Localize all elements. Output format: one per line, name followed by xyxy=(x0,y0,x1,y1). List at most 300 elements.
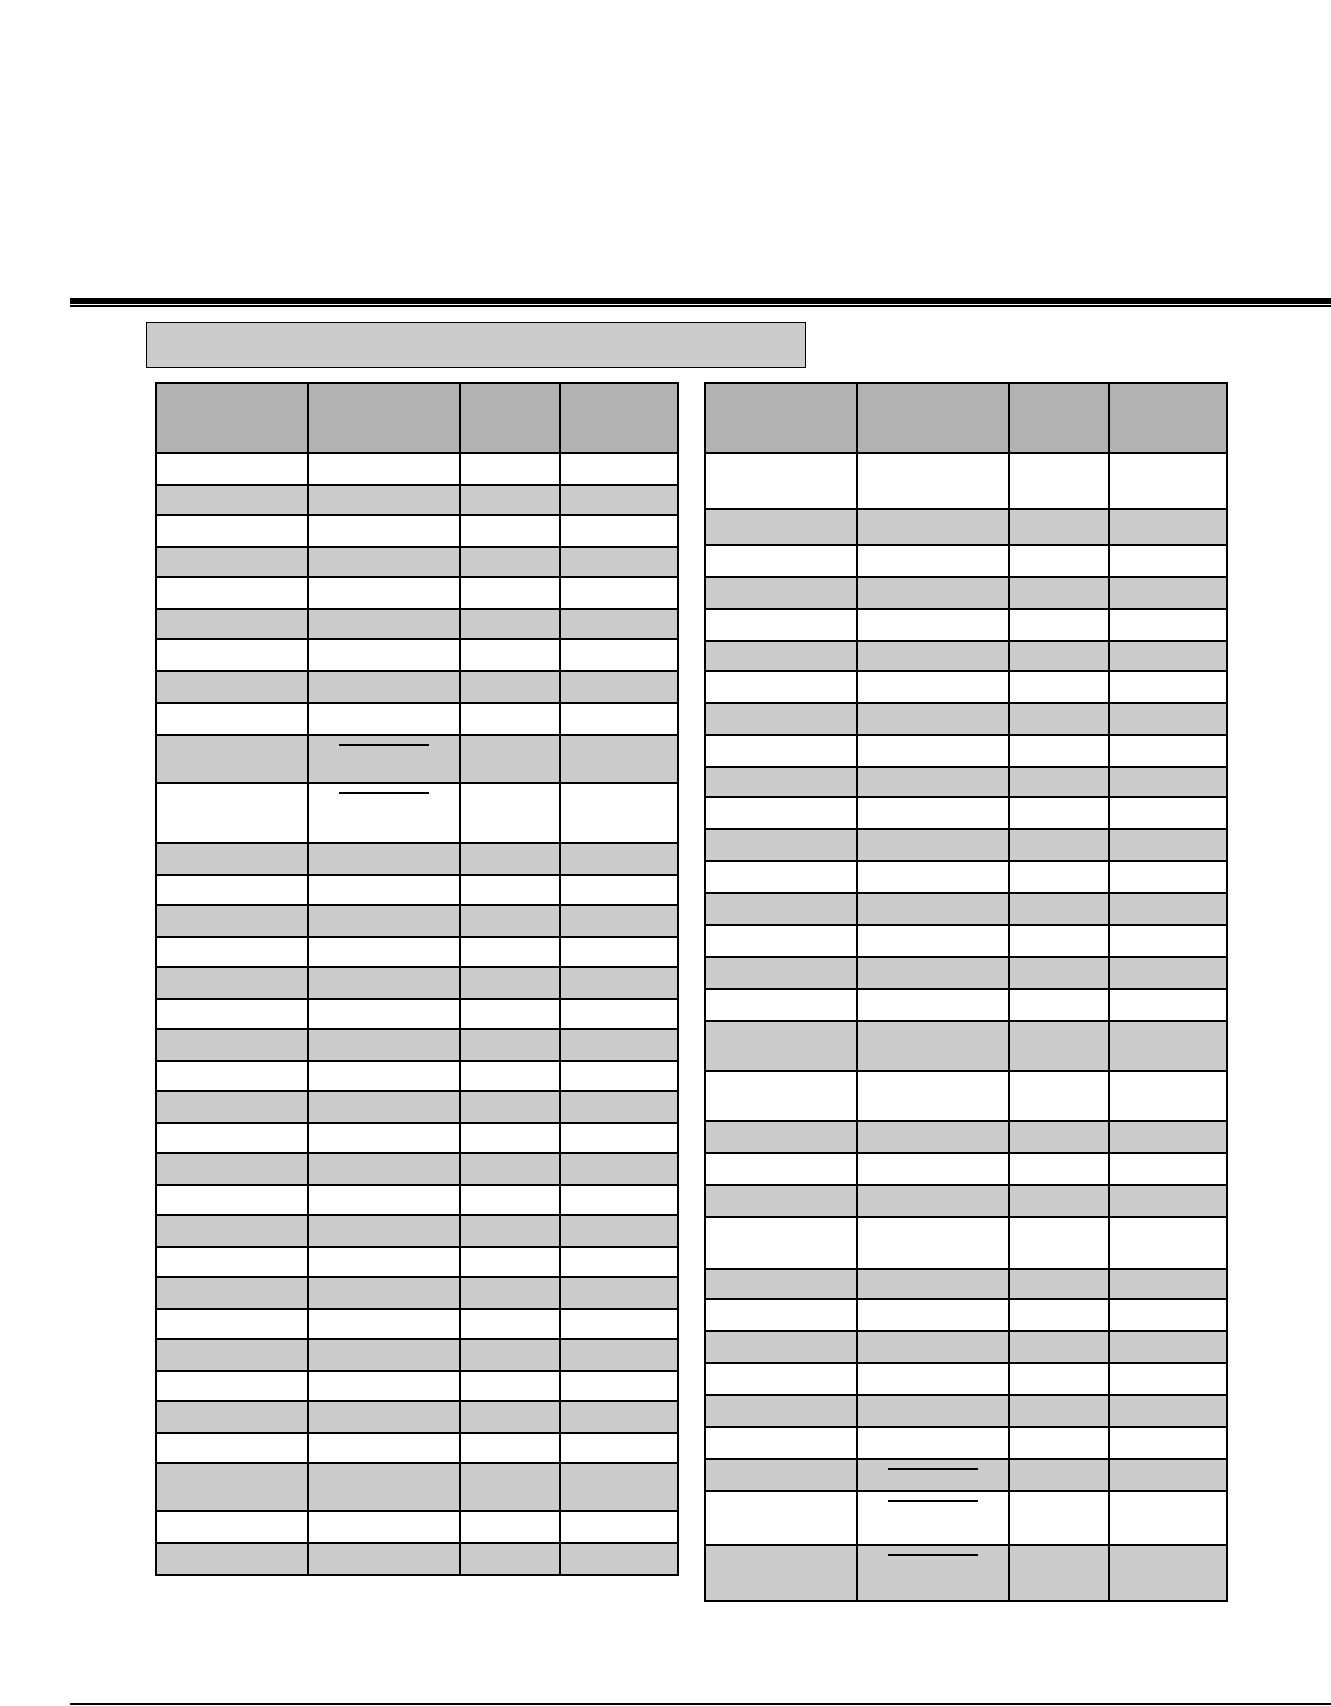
left-table-cell xyxy=(308,609,460,639)
right-table-row xyxy=(705,703,1227,735)
left-table-cell xyxy=(460,1277,560,1309)
right-table-cell xyxy=(857,829,1009,861)
right-table-cell xyxy=(857,893,1009,925)
right-table-cell xyxy=(705,1395,857,1427)
left-table-cell xyxy=(460,1463,560,1511)
right-table-cell xyxy=(1009,1331,1109,1363)
left-table-cell xyxy=(156,1463,308,1511)
left-table-cell xyxy=(560,1061,678,1091)
left-table-row xyxy=(156,1511,678,1543)
right-table-cell xyxy=(1009,829,1109,861)
right-table-cell xyxy=(857,735,1009,767)
right-table-cell xyxy=(857,1331,1009,1363)
left-table-row xyxy=(156,783,678,843)
right-table-cell xyxy=(1109,1491,1227,1545)
right-table-row xyxy=(705,453,1227,509)
left-table-cell xyxy=(460,967,560,999)
right-table-cell xyxy=(1109,577,1227,609)
right-table-row xyxy=(705,989,1227,1021)
right-table-cell xyxy=(705,577,857,609)
right-table-row xyxy=(705,1021,1227,1071)
right-table-row xyxy=(705,641,1227,671)
left-table-cell xyxy=(560,905,678,937)
left-table-cell xyxy=(460,1543,560,1575)
left-table-cell xyxy=(560,1543,678,1575)
right-table-row xyxy=(705,1545,1227,1601)
left-table-row xyxy=(156,1247,678,1277)
right-table-cell xyxy=(705,1021,857,1071)
right-table-cell xyxy=(1009,577,1109,609)
left-table-cell xyxy=(156,1185,308,1215)
left-table-row xyxy=(156,1401,678,1433)
right-table-cell xyxy=(1009,509,1109,545)
right-table-cell xyxy=(1009,609,1109,641)
left-table-cell xyxy=(460,1185,560,1215)
left-table-cell xyxy=(156,1153,308,1185)
left-table-row xyxy=(156,999,678,1029)
right-table-row xyxy=(705,1427,1227,1459)
left-table-cell xyxy=(308,671,460,703)
left-table-cell xyxy=(156,875,308,905)
left-table-row xyxy=(156,1091,678,1123)
right-header-cell xyxy=(705,383,857,453)
right-table-cell xyxy=(857,671,1009,703)
right-table-cell xyxy=(857,1121,1009,1153)
left-table-body xyxy=(156,453,678,1575)
right-table-cell xyxy=(705,545,857,577)
right-table-cell xyxy=(1109,453,1227,509)
left-table-row xyxy=(156,937,678,967)
right-table-cell xyxy=(1009,1459,1109,1491)
left-table-row xyxy=(156,1309,678,1339)
right-table-row xyxy=(705,1185,1227,1217)
left-table-cell xyxy=(460,577,560,609)
left-table-cell xyxy=(460,703,560,735)
right-table-row xyxy=(705,1331,1227,1363)
left-table-cell xyxy=(560,639,678,671)
left-table-cell xyxy=(560,1371,678,1401)
right-table-row xyxy=(705,797,1227,829)
left-table-cell xyxy=(460,1247,560,1277)
right-table-cell xyxy=(1109,1395,1227,1427)
left-table-cell xyxy=(156,1511,308,1543)
right-table-cell xyxy=(857,1299,1009,1331)
right-table-cell xyxy=(1009,1299,1109,1331)
left-table-row xyxy=(156,1029,678,1061)
right-table-cell xyxy=(1109,703,1227,735)
left-table-cell xyxy=(460,1215,560,1247)
left-table-cell xyxy=(560,937,678,967)
left-table-cell xyxy=(560,485,678,515)
right-table-cell xyxy=(1109,1121,1227,1153)
right-table-cell xyxy=(705,703,857,735)
right-table-cell xyxy=(705,1071,857,1121)
section-title-bar xyxy=(146,322,806,368)
left-table-cell xyxy=(560,1123,678,1153)
left-table-cell xyxy=(560,1185,678,1215)
right-table-cell xyxy=(1109,1071,1227,1121)
left-table-cell xyxy=(308,843,460,875)
left-table-cell xyxy=(460,639,560,671)
right-table-cell xyxy=(857,453,1009,509)
left-table-row xyxy=(156,1123,678,1153)
right-header-cell xyxy=(857,383,1009,453)
right-table-cell xyxy=(857,703,1009,735)
right-table-cell xyxy=(857,1395,1009,1427)
left-table-cell xyxy=(460,1309,560,1339)
left-table-cell xyxy=(308,1433,460,1463)
right-table-cell xyxy=(705,1545,857,1601)
left-table-cell xyxy=(156,1339,308,1371)
right-table-cell xyxy=(705,797,857,829)
right-table-row xyxy=(705,735,1227,767)
right-table-cell xyxy=(705,893,857,925)
left-table-cell xyxy=(560,999,678,1029)
left-table-cell xyxy=(156,783,308,843)
right-table-cell xyxy=(857,1459,1009,1491)
right-table-cell xyxy=(1009,1427,1109,1459)
right-table-cell xyxy=(705,1299,857,1331)
right-table-cell xyxy=(1109,1217,1227,1269)
right-table-row xyxy=(705,509,1227,545)
left-table-cell xyxy=(560,1091,678,1123)
left-table-cell xyxy=(308,1511,460,1543)
left-table-cell xyxy=(560,1463,678,1511)
left-table-cell xyxy=(156,905,308,937)
left-table-cell xyxy=(560,671,678,703)
left-header-cell xyxy=(156,383,308,453)
right-table-row xyxy=(705,1459,1227,1491)
left-table-cell xyxy=(308,639,460,671)
left-table-row xyxy=(156,1543,678,1575)
left-table-cell xyxy=(156,937,308,967)
left-table-cell xyxy=(308,703,460,735)
right-table-cell xyxy=(1009,703,1109,735)
right-table-cell xyxy=(1009,1269,1109,1299)
left-header-cell xyxy=(560,383,678,453)
left-table-cell xyxy=(308,1309,460,1339)
right-table-cell xyxy=(1109,797,1227,829)
left-table-cell xyxy=(308,1091,460,1123)
right-table-cell xyxy=(705,609,857,641)
left-header-cell xyxy=(308,383,460,453)
left-table-header-row xyxy=(156,383,678,453)
right-table-cell xyxy=(1009,1121,1109,1153)
right-table-cell xyxy=(1009,861,1109,893)
right-table-row xyxy=(705,1395,1227,1427)
right-table-cell xyxy=(705,1363,857,1395)
left-table-row xyxy=(156,1277,678,1309)
right-table-cell xyxy=(857,1217,1009,1269)
left-table-row xyxy=(156,905,678,937)
right-table-cell xyxy=(705,861,857,893)
footer-rule xyxy=(70,1703,1331,1705)
left-table-cell xyxy=(560,1153,678,1185)
cell-underline xyxy=(888,1554,978,1556)
right-table-cell xyxy=(705,767,857,797)
left-table-cell xyxy=(308,1401,460,1433)
right-table-cell xyxy=(857,1269,1009,1299)
right-table-row xyxy=(705,893,1227,925)
left-table-cell xyxy=(460,1029,560,1061)
left-table-row xyxy=(156,1433,678,1463)
right-table-cell xyxy=(1109,545,1227,577)
right-table-cell xyxy=(1109,1459,1227,1491)
right-table-row xyxy=(705,925,1227,957)
left-table-row xyxy=(156,875,678,905)
left-table-cell xyxy=(308,485,460,515)
right-table-cell xyxy=(705,957,857,989)
left-table-cell xyxy=(460,1091,560,1123)
right-table-row xyxy=(705,1491,1227,1545)
left-table-cell xyxy=(560,547,678,577)
left-table-cell xyxy=(156,843,308,875)
left-table-cell xyxy=(560,1215,678,1247)
right-table-cell xyxy=(705,989,857,1021)
left-table-row xyxy=(156,639,678,671)
left-table-cell xyxy=(156,485,308,515)
left-table-cell xyxy=(308,577,460,609)
left-table-cell xyxy=(460,671,560,703)
left-table-row xyxy=(156,577,678,609)
right-table-cell xyxy=(705,925,857,957)
left-table-row xyxy=(156,735,678,783)
left-table xyxy=(155,382,679,1576)
right-table-cell xyxy=(1009,1071,1109,1121)
right-table-cell xyxy=(1109,893,1227,925)
right-table-cell xyxy=(1109,1545,1227,1601)
right-table-header-row xyxy=(705,383,1227,453)
left-table-cell xyxy=(460,905,560,937)
right-table-row xyxy=(705,1121,1227,1153)
left-table-cell xyxy=(460,999,560,1029)
cell-underline xyxy=(888,1468,978,1470)
left-table-cell xyxy=(560,1433,678,1463)
right-table-cell xyxy=(857,957,1009,989)
left-table-cell xyxy=(460,1061,560,1091)
left-table-cell xyxy=(308,1371,460,1401)
right-table-row xyxy=(705,1071,1227,1121)
left-table-cell xyxy=(156,703,308,735)
right-table-cell xyxy=(705,1459,857,1491)
right-table-cell xyxy=(1109,829,1227,861)
right-table-row xyxy=(705,1269,1227,1299)
left-table-cell xyxy=(156,1091,308,1123)
left-table-row xyxy=(156,843,678,875)
left-table-row xyxy=(156,1463,678,1511)
right-table-cell xyxy=(1009,641,1109,671)
left-table-cell xyxy=(560,1247,678,1277)
left-table-row xyxy=(156,703,678,735)
right-table-cell xyxy=(1009,957,1109,989)
right-table-cell xyxy=(1109,641,1227,671)
right-table-cell xyxy=(1009,797,1109,829)
left-table-row xyxy=(156,1185,678,1215)
right-table-cell xyxy=(1109,1153,1227,1185)
right-table-cell xyxy=(857,545,1009,577)
right-table-cell xyxy=(1009,1545,1109,1601)
right-table-cell xyxy=(705,1185,857,1217)
left-table-cell xyxy=(460,843,560,875)
left-table-cell xyxy=(308,515,460,547)
left-table-row xyxy=(156,515,678,547)
left-table-cell xyxy=(308,547,460,577)
right-table-cell xyxy=(1009,545,1109,577)
right-table-cell xyxy=(1109,735,1227,767)
left-table-cell xyxy=(156,1215,308,1247)
left-table-cell xyxy=(460,547,560,577)
right-table-row xyxy=(705,1299,1227,1331)
right-header-cell xyxy=(1009,383,1109,453)
right-table-row xyxy=(705,1363,1227,1395)
right-table-cell xyxy=(1109,1363,1227,1395)
left-table-cell xyxy=(156,967,308,999)
left-table-cell xyxy=(460,1401,560,1433)
left-table-cell xyxy=(308,1247,460,1277)
left-table-cell xyxy=(560,735,678,783)
left-table-row xyxy=(156,1061,678,1091)
right-table-row xyxy=(705,829,1227,861)
right-table-cell xyxy=(857,767,1009,797)
right-table-row xyxy=(705,1153,1227,1185)
right-table-cell xyxy=(857,1363,1009,1395)
left-table-row xyxy=(156,1371,678,1401)
right-table-cell xyxy=(705,735,857,767)
right-table-cell xyxy=(705,641,857,671)
left-table-cell xyxy=(156,671,308,703)
left-table-cell xyxy=(560,515,678,547)
right-table-cell xyxy=(1109,1427,1227,1459)
left-table-cell xyxy=(308,453,460,485)
right-table-cell xyxy=(857,989,1009,1021)
right-table-cell xyxy=(857,797,1009,829)
left-table-cell xyxy=(560,703,678,735)
right-table-cell xyxy=(1009,1491,1109,1545)
right-table-cell xyxy=(705,509,857,545)
left-table-cell xyxy=(460,609,560,639)
left-table-cell xyxy=(156,999,308,1029)
right-table-cell xyxy=(1109,861,1227,893)
left-table-cell xyxy=(308,1277,460,1309)
right-table-cell xyxy=(1109,957,1227,989)
left-table-cell xyxy=(156,609,308,639)
left-table-cell xyxy=(156,515,308,547)
right-table-cell xyxy=(857,641,1009,671)
right-table-cell xyxy=(1009,1363,1109,1395)
left-table-cell xyxy=(156,547,308,577)
left-table-cell xyxy=(460,1339,560,1371)
left-table-cell xyxy=(308,1123,460,1153)
left-table-cell xyxy=(308,905,460,937)
right-table-cell xyxy=(705,829,857,861)
right-table-cell xyxy=(1109,925,1227,957)
left-table-row xyxy=(156,967,678,999)
left-table-cell xyxy=(560,1511,678,1543)
right-table-body xyxy=(705,453,1227,1601)
left-table-cell xyxy=(460,937,560,967)
left-table-cell xyxy=(460,783,560,843)
left-table-cell xyxy=(308,1339,460,1371)
section-title xyxy=(147,334,159,356)
right-table-cell xyxy=(1009,453,1109,509)
cell-underline xyxy=(888,1500,978,1502)
right-table-cell xyxy=(1009,1153,1109,1185)
left-table-cell xyxy=(560,577,678,609)
right-table-cell xyxy=(1109,1299,1227,1331)
right-table-cell xyxy=(1009,893,1109,925)
right-table-row xyxy=(705,957,1227,989)
left-table-cell xyxy=(460,1123,560,1153)
left-table-cell xyxy=(560,1309,678,1339)
left-table-cell xyxy=(156,1247,308,1277)
right-table-cell xyxy=(857,1427,1009,1459)
left-table-cell xyxy=(156,453,308,485)
left-table-cell xyxy=(560,875,678,905)
left-table-cell xyxy=(560,967,678,999)
left-table-cell xyxy=(308,1463,460,1511)
left-table-row xyxy=(156,1215,678,1247)
left-table-cell xyxy=(308,1543,460,1575)
right-table-cell xyxy=(857,1021,1009,1071)
right-table-cell xyxy=(1109,1185,1227,1217)
right-table-cell xyxy=(857,509,1009,545)
right-table-cell xyxy=(857,1071,1009,1121)
left-table-cell xyxy=(308,1061,460,1091)
right-table-cell xyxy=(1009,925,1109,957)
left-table-cell xyxy=(460,515,560,547)
left-table-cell xyxy=(156,1401,308,1433)
right-table-row xyxy=(705,609,1227,641)
left-table-cell xyxy=(156,1123,308,1153)
left-table-cell xyxy=(560,453,678,485)
left-table-cell xyxy=(308,735,460,783)
right-table-row xyxy=(705,545,1227,577)
right-table-cell xyxy=(1109,1269,1227,1299)
right-table-cell xyxy=(857,609,1009,641)
left-table-row xyxy=(156,1339,678,1371)
left-table-cell xyxy=(308,999,460,1029)
right-table-cell xyxy=(1009,989,1109,1021)
right-table-cell xyxy=(705,453,857,509)
right-table-row xyxy=(705,767,1227,797)
left-table-cell xyxy=(460,875,560,905)
left-table-cell xyxy=(460,1153,560,1185)
left-header-cell xyxy=(460,383,560,453)
left-table-cell xyxy=(156,577,308,609)
right-table-cell xyxy=(1109,609,1227,641)
right-table-cell xyxy=(705,1427,857,1459)
right-table-cell xyxy=(705,1269,857,1299)
cell-underline xyxy=(339,792,429,794)
left-table-cell xyxy=(156,1277,308,1309)
left-table-cell xyxy=(560,1277,678,1309)
right-table-cell xyxy=(1109,509,1227,545)
right-table-cell xyxy=(705,1331,857,1363)
left-table-cell xyxy=(308,1185,460,1215)
left-table-cell xyxy=(308,1153,460,1185)
right-table-cell xyxy=(1109,1021,1227,1071)
left-table-cell xyxy=(308,1215,460,1247)
left-table-cell xyxy=(156,1371,308,1401)
right-table-cell xyxy=(1109,767,1227,797)
right-table-row xyxy=(705,671,1227,703)
left-table-cell xyxy=(460,735,560,783)
right-table-cell xyxy=(1009,671,1109,703)
right-table-cell xyxy=(705,1121,857,1153)
right-table-cell xyxy=(1009,1021,1109,1071)
cell-underline xyxy=(339,744,429,746)
right-table-cell xyxy=(1009,767,1109,797)
